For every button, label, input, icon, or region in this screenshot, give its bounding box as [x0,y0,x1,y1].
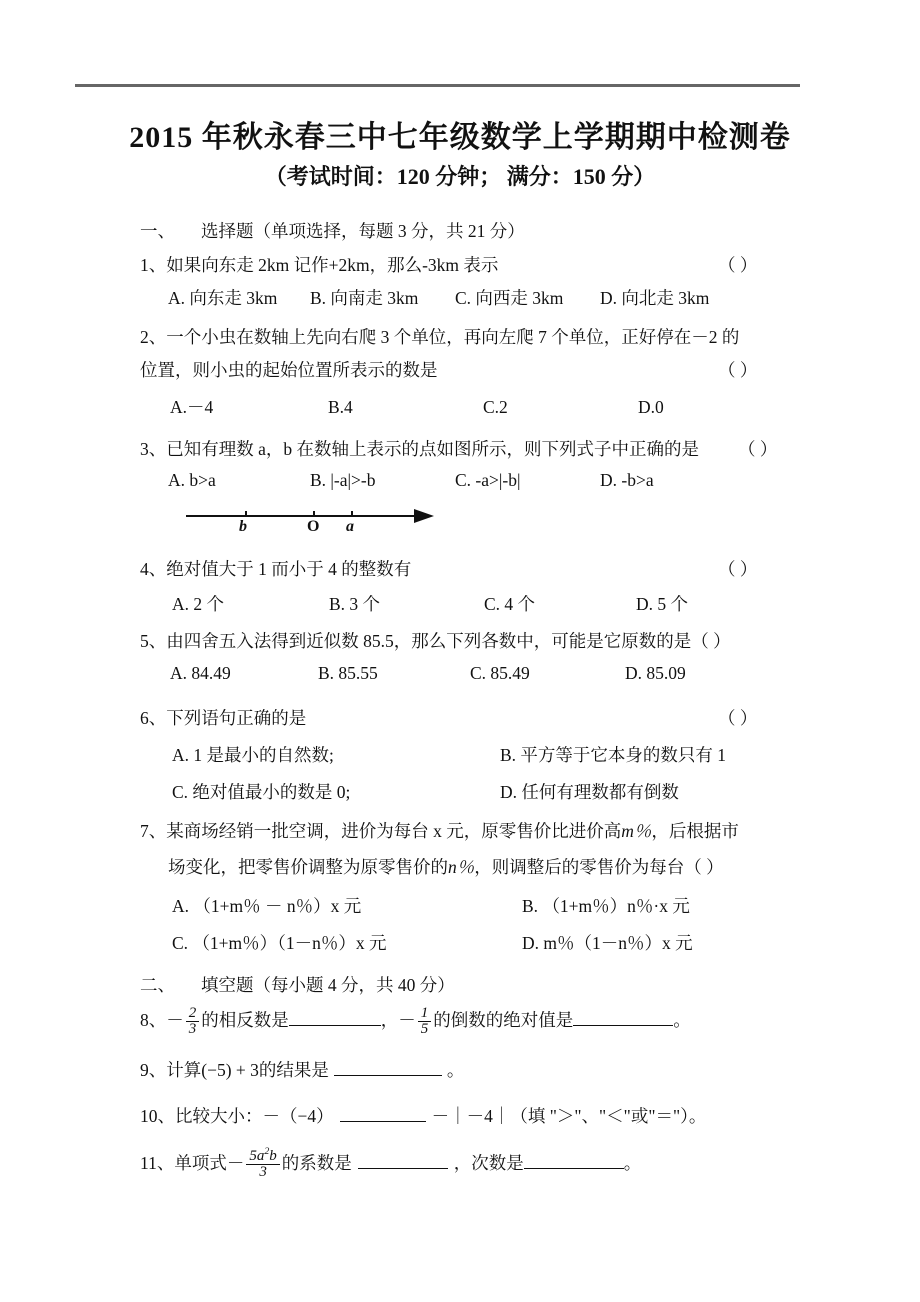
question-4-option-b[interactable]: B. 3 个 [329,594,381,614]
question-6-option-c[interactable]: C. 绝对值最小的数是 0; [172,782,351,802]
fraction-numerator: 2 [188,1005,197,1021]
question-7-option-b-label: B. [522,896,539,916]
question-1-number: 1、 [140,255,167,275]
question-7-option-c-label: C. [172,933,189,953]
question-7-text-line2-tail: ，则调整后的零售价为每台（ ） [474,857,724,877]
question-7-text-line1: 某商场经销一批空调，进价为每台 x 元，原零售价比进价高 [166,821,622,841]
question-7-stem-line1 [140,818,739,843]
numerator-exponent: 2 [264,1146,270,1157]
question-10-number: 10、 [140,1106,175,1126]
question-7-option-c[interactable] [172,930,522,955]
question-8-period: 。 [673,1010,691,1031]
question-7-stem-line2 [168,854,724,879]
question-7-option-b[interactable] [522,893,690,918]
question-11-period: 。 [623,1153,642,1174]
question-4-options [172,591,688,616]
section-2-number: 二、 [140,975,175,995]
question-7-option-d[interactable] [522,930,693,955]
question-2-option-b[interactable]: B.4 [328,397,353,417]
question-4-answer-paren: （ ） [718,559,758,579]
section-heading-choice [140,218,525,243]
question-5-answer-paren: （ ） [691,631,731,651]
question-3-stem [140,436,699,461]
question-6-option-a[interactable]: A. 1 是最小的自然数; [172,745,334,765]
question-6-stem [140,705,306,730]
fraction-numerator [246,1147,279,1164]
question-3-options [168,470,654,491]
question-2-text-line1: 一个小虫在数轴上先向右爬 3 个单位，再向左爬 7 个单位，正好停在－2 的 [166,327,740,347]
question-2-stem-line1 [140,324,739,349]
question-2-option-c[interactable]: C.2 [483,397,508,417]
question-4-text: 绝对值大于 1 而小于 4 的整数有 [166,559,412,579]
number-line-label-b: b [239,518,247,535]
question-9 [140,1057,464,1082]
question-5-option-c[interactable]: C. 85.49 [470,663,530,683]
question-6-answer-paren: （ ） [718,708,758,728]
question-3-option-b[interactable]: B. |-a|>-b [310,470,376,490]
question-5-options [170,663,686,684]
question-1-option-d[interactable]: D. 向北走 3km [600,288,710,308]
question-5-number: 5、 [140,631,167,651]
question-11-blank-1[interactable] [358,1168,448,1169]
numerator-base: 5a [249,1148,265,1164]
question-10-text-middle: －｜－4｜（填 "＞"、"＜"或"＝"）。 [431,1106,707,1126]
question-6-options-row2 [172,779,679,804]
question-8 [140,1006,691,1038]
fraction-two-thirds [186,1006,200,1038]
section-number: 一、 [140,221,175,241]
question-2-stem-line2: 位置，则小虫的起始位置所表示的数是 [140,360,438,380]
question-2-option-d[interactable]: D.0 [638,397,664,417]
question-1-option-a[interactable]: A. 向东走 3km [168,288,278,308]
numerator-tail: b [269,1148,277,1164]
question-8-neg-2: － [398,1010,416,1031]
question-11-neg: － [226,1153,245,1174]
question-7-option-d-label: D. [522,933,540,953]
question-8-comma: ， [380,1010,399,1031]
exam-info-line: （考试时间：120 分钟； 满分：150 分） [264,164,656,189]
question-11-blank-2[interactable] [524,1168,624,1169]
question-7-option-a-text: （1+m％ － n％）x 元 [193,896,362,916]
section-2-title: 填空题（每小题 4 分，共 40 分） [201,975,455,995]
question-3-text: 已知有理数 a，b 在数轴上表示的点如图所示，则下列式子中正确的是 [166,439,700,459]
question-11-text-mid: 的系数是 [281,1153,352,1174]
question-8-number: 8、 [140,1010,167,1031]
question-9-number: 9、 [140,1060,167,1080]
question-10-text-before: 比较大小：－（−4） [175,1106,334,1126]
question-8-neg-1: － [166,1010,184,1031]
question-8-text-1: 的相反数是 [201,1010,289,1031]
question-7-number: 7、 [140,821,167,841]
question-9-blank[interactable] [334,1075,442,1076]
question-1-stem [140,252,498,277]
question-4-number: 4、 [140,559,167,579]
question-7-text-line2-head: 场变化，把零售价调整为原零售价的 [168,857,448,877]
question-6-option-b[interactable]: B. 平方等于它本身的数只有 1 [500,745,727,765]
page-title: 2015 年秋永春三中七年级数学上学期期中检测卷 [129,121,791,154]
question-9-period: 。 [446,1060,465,1080]
question-3-option-a[interactable]: A. b>a [168,470,216,490]
question-7-text-line1-tail: ，后根据市 [651,821,739,841]
question-3-option-c[interactable]: C. -a>|-b| [455,470,521,490]
monomial-fraction [246,1147,279,1181]
question-5-text: 由四舍五入法得到近似数 85.5，那么下列各数中，可能是它原数的是 [166,631,692,651]
question-5-option-d[interactable]: D. 85.09 [625,663,686,683]
section-title: 选择题（单项选择，每题 3 分，共 21 分） [201,221,525,241]
question-7-math-n-percent: n％ [448,857,475,877]
question-4-option-c[interactable]: C. 4 个 [484,594,536,614]
question-6-option-d[interactable]: D. 任何有理数都有倒数 [500,782,679,802]
question-1-answer-paren: （ ） [718,255,758,275]
question-2-number: 2、 [140,327,167,347]
fraction-numerator: 1 [420,1005,429,1021]
question-1-text: 如果向东走 2km 记作+2km，那么-3km 表示 [166,255,499,275]
question-3-number: 3、 [140,439,167,459]
question-5-option-a[interactable]: A. 84.49 [170,663,231,683]
fraction-denominator: 5 [418,1021,432,1037]
question-1-options [168,285,709,310]
number-line-label-a: a [346,518,354,535]
question-7-option-a-label: A. [172,896,190,916]
question-11 [140,1147,641,1181]
number-line-figure [186,500,436,542]
question-8-text-2: 的倒数的绝对值是 [433,1010,574,1031]
question-5-option-b[interactable]: B. 85.55 [318,663,378,683]
question-5-stem [140,628,731,653]
question-6-options-row1 [172,742,726,767]
question-2-options [170,394,664,419]
question-3-option-d[interactable]: D. -b>a [600,470,654,490]
question-4-option-d[interactable]: D. 5 个 [636,594,689,614]
fraction-denominator: 3 [186,1021,200,1037]
question-2-answer-paren: （ ） [718,360,758,380]
question-11-text-mid2: ，次数是 [453,1153,524,1174]
question-8-blank-2[interactable] [573,1025,673,1026]
question-1-option-c[interactable]: C. 向西走 3km [455,288,564,308]
question-3-answer-paren: （ ） [738,439,778,459]
question-2-option-a[interactable]: A.－4 [170,397,214,417]
question-6-text: 下列语句正确的是 [166,708,307,728]
question-7-option-c-text: （1+m％）（1－n％）x 元 [192,933,387,953]
number-line-label-origin: O [307,518,320,535]
question-7-option-b-text: （1+m％）n％·x 元 [542,896,690,916]
question-4-stem [140,556,411,581]
question-1-option-b[interactable]: B. 向南走 3km [310,288,419,308]
question-11-text-before: 单项式 [174,1153,227,1174]
question-7-options-row2 [172,930,693,955]
question-6-number: 6、 [140,708,167,728]
fraction-denominator: 3 [246,1164,279,1180]
header-rule [75,84,800,87]
fraction-one-fifth [418,1006,432,1038]
section-heading-fill [140,972,455,997]
question-11-number: 11、 [140,1153,175,1174]
question-7-options-row1 [172,893,690,918]
question-10-blank[interactable] [340,1121,426,1122]
question-10 [140,1103,706,1128]
question-7-option-d-text: m％（1－n％）x 元 [543,933,693,953]
question-7-math-m-percent: m％ [621,821,652,841]
question-8-blank-1[interactable] [289,1025,381,1026]
question-4-option-a[interactable]: A. 2 个 [172,594,225,614]
question-9-text-before: 计算(−5) + 3的结果是 [166,1060,329,1080]
question-7-option-a[interactable] [172,893,522,918]
